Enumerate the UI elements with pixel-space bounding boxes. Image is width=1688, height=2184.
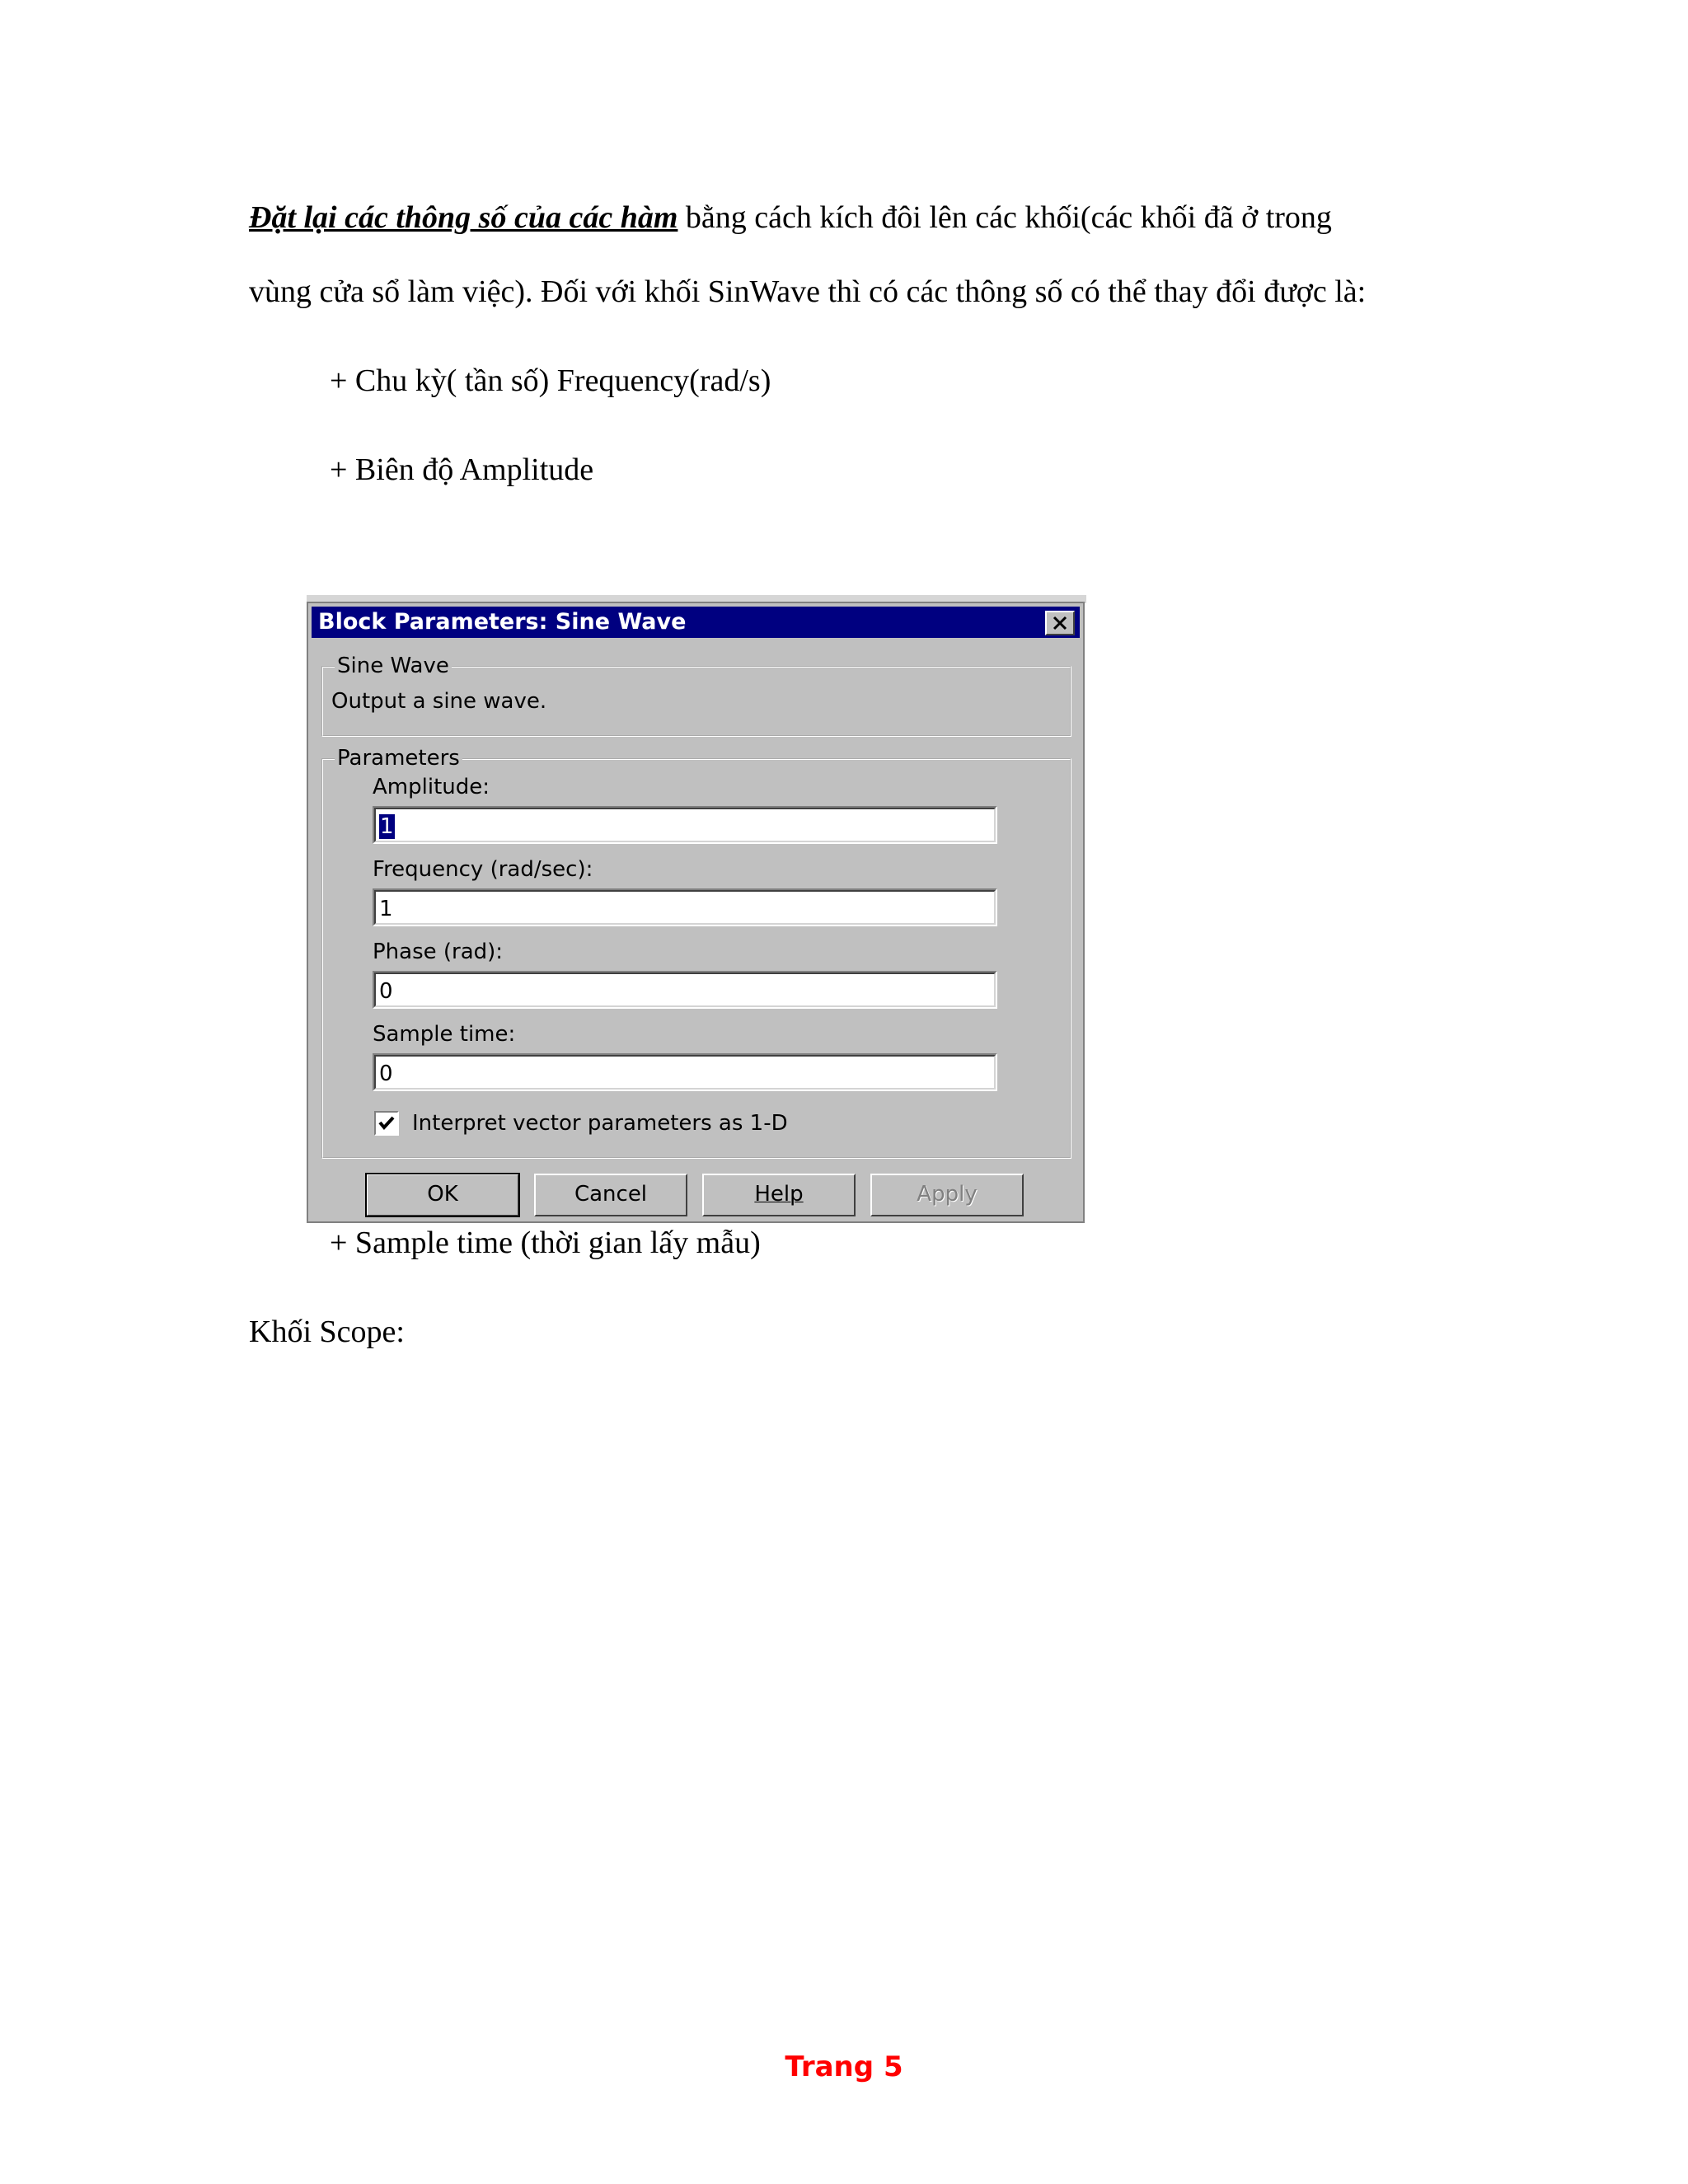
sample-time-value: 0 — [379, 1062, 393, 1086]
checkmark-icon — [376, 1113, 397, 1134]
help-button[interactable] — [702, 1174, 856, 1216]
frequency-value: 1 — [379, 897, 393, 921]
frequency-field[interactable] — [373, 888, 997, 926]
amplitude-field[interactable] — [373, 806, 997, 844]
parameters-group-legend: Parameters — [335, 746, 462, 771]
interpret-vector-label: Interpret vector parameters as 1-D — [412, 1111, 788, 1136]
phase-value: 0 — [379, 979, 393, 1004]
page-number: Trang 5 — [785, 2050, 903, 2083]
paragraph-1 — [249, 198, 1332, 237]
paragraph-scope: Khối Scope: — [249, 1315, 405, 1349]
phase-label: Phase (rad): — [373, 940, 504, 964]
block-description: Output a sine wave. — [331, 689, 547, 714]
dialog-titlebar[interactable] — [312, 607, 1080, 638]
frequency-label: Frequency (rad/sec): — [373, 857, 593, 882]
close-button[interactable] — [1045, 611, 1075, 635]
ok-button-label: OK — [427, 1182, 458, 1207]
paragraph-2: vùng cửa sổ làm việc). Đối với khối SinWave thì có các thông số có thể thay đổi được là: — [249, 274, 1367, 309]
close-icon — [1053, 616, 1067, 630]
block-parameters-dialog — [307, 602, 1085, 1223]
cancel-button[interactable] — [534, 1174, 687, 1216]
phase-field[interactable] — [373, 971, 997, 1009]
cancel-button-label: Cancel — [574, 1182, 648, 1207]
sine-wave-group-legend: Sine Wave — [335, 654, 452, 678]
apply-button[interactable] — [870, 1174, 1024, 1216]
sample-time-field[interactable] — [373, 1053, 997, 1091]
interpret-vector-checkbox[interactable] — [374, 1111, 399, 1136]
apply-button-label: Apply — [917, 1182, 978, 1207]
help-button-label: Help — [754, 1182, 804, 1207]
emphasized-heading: Đặt lại các thông số của các hàm — [249, 200, 678, 235]
sample-time-label: Sample time: — [373, 1022, 516, 1047]
dialog-title: Block Parameters: Sine Wave — [318, 609, 687, 635]
ok-button[interactable] — [366, 1174, 519, 1216]
bullet-amplitude: + Biên độ Amplitude — [330, 452, 594, 487]
sine-wave-group — [321, 654, 1071, 737]
paragraph-1-text: bằng cách kích đôi lên các khối(các khối đã ở trong — [678, 200, 1332, 235]
bullet-frequency: + Chu kỳ( tần số) Frequency(rad/s) — [330, 363, 771, 398]
bullet-sample-time: + Sample time (thời gian lấy mẫu) — [330, 1226, 761, 1260]
amplitude-value: 1 — [380, 814, 394, 839]
amplitude-label: Amplitude: — [373, 775, 490, 799]
